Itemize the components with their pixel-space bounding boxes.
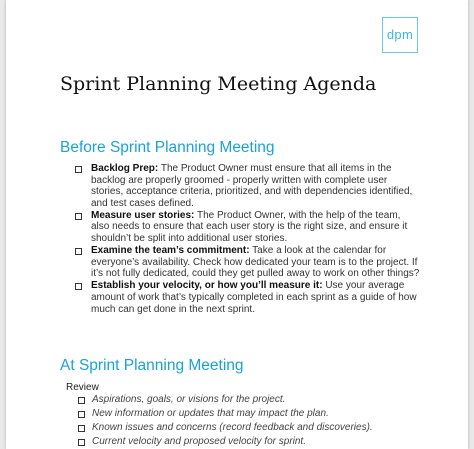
item-term: Examine the team’s commitment: [91, 245, 250, 257]
checklist-item [74, 245, 420, 280]
review-item [78, 393, 418, 407]
checkbox-icon[interactable] [75, 213, 82, 220]
checklist-item [74, 280, 420, 315]
section-heading-at: At Sprint Planning Meeting [60, 357, 244, 374]
page-title: Sprint Planning Meeting Agenda [60, 73, 377, 95]
before-meeting-checklist [74, 163, 420, 316]
review-item-text: Known issues and concerns (record feedback and discoveries). [92, 422, 373, 433]
item-text: Use your average amount of work that’s typically completed in each sprint as a guide of how much can get done in the next sprint. [91, 280, 417, 315]
review-item-text: Aspirations, goals, or visions for the project. [92, 394, 286, 405]
review-item-text: New information or updates that may impact the plan. [92, 408, 329, 419]
checklist-item [74, 163, 420, 209]
checkbox-icon[interactable] [78, 425, 85, 432]
checkbox-icon[interactable] [75, 283, 82, 290]
checklist-item [74, 210, 420, 245]
dpm-logo: dpm [382, 17, 418, 53]
review-item [78, 421, 418, 435]
document-page [6, 0, 468, 449]
review-item-text: Current velocity and proposed velocity for sprint. [92, 436, 306, 447]
item-term: Measure user stories: [91, 209, 195, 221]
item-text: The Product Owner, with the help of the team, also needs to ensure that each user story is the right size, and ensure it shouldn’t be split into additional user stories. [91, 209, 408, 245]
review-item [78, 407, 418, 421]
checkbox-icon[interactable] [78, 439, 85, 446]
review-subheading: Review [66, 382, 99, 393]
item-text: The Product Owner must ensure that all items in the backlog are properly groomed - properly written with complete user stories, acceptance criteria, prioritized, and with dependencies identified, and test cases defined. [91, 163, 413, 209]
checkbox-icon[interactable] [78, 397, 85, 404]
checkbox-icon[interactable] [75, 248, 82, 255]
item-term: Backlog Prep: [91, 163, 159, 174]
item-text: Take a look at the calendar for everyone’s availability. Check how dedicated your team is to the project. If it’s not fully dedicated, could they get pulled away to work on other things? [91, 245, 420, 280]
checkbox-icon[interactable] [78, 411, 85, 418]
item-term: Establish your velocity, or how you’ll measure it: [91, 280, 323, 292]
review-checklist [78, 393, 418, 449]
section-heading-before: Before Sprint Planning Meeting [60, 139, 275, 156]
checkbox-icon[interactable] [75, 166, 82, 173]
review-item [78, 435, 418, 449]
